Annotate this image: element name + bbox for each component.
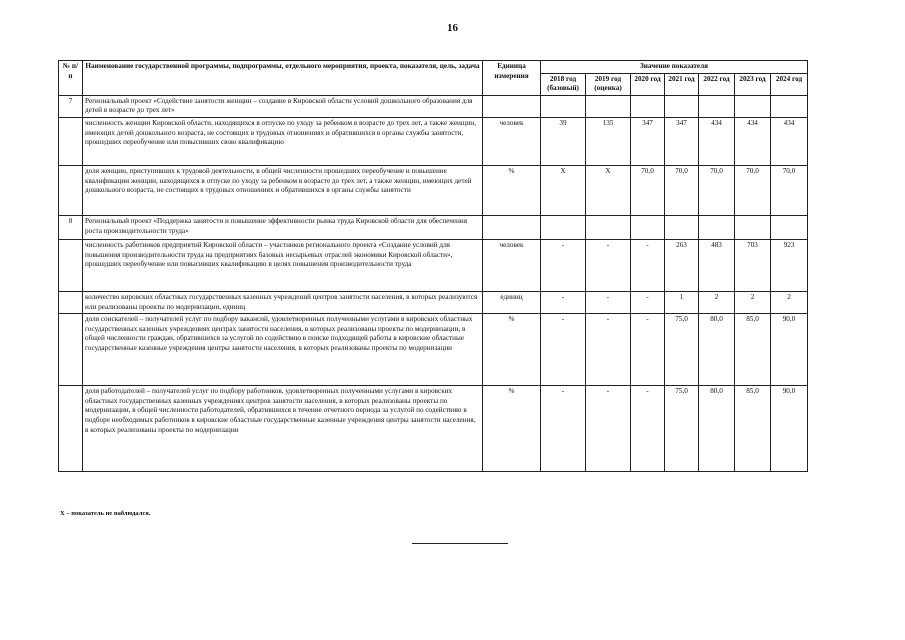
row-value: 2 — [771, 291, 808, 313]
row-value: - — [541, 291, 586, 313]
row-name: количество кировских областных государственных казенных учреждений центров занятости населения, в которых реализуются или реализованы проекты по модернизации, единиц — [83, 291, 483, 313]
row-unit — [483, 95, 541, 117]
row-value: - — [631, 386, 665, 472]
row-value — [735, 215, 771, 239]
row-value: 70,0 — [735, 165, 771, 215]
row-value: 80,0 — [699, 386, 735, 472]
row-unit: единиц — [483, 291, 541, 313]
row-value: 2 — [699, 291, 735, 313]
row-value: - — [631, 291, 665, 313]
row-unit — [483, 215, 541, 239]
row-value — [665, 95, 699, 117]
row-unit: человек — [483, 117, 541, 165]
row-value: 2 — [735, 291, 771, 313]
row-value — [771, 95, 808, 117]
row-value: 434 — [771, 117, 808, 165]
row-name: Региональный проект «Поддержка занятости и повышение эффективности рынка труда Кировской области для обеспечения роста производительности труда» — [83, 215, 483, 239]
row-value: 347 — [631, 117, 665, 165]
row-value: 85,0 — [735, 314, 771, 386]
table-row — [59, 291, 808, 313]
row-value — [771, 215, 808, 239]
row-name: доля женщин, приступивших к трудовой деятельности, в общей численности прошедших переобучение и повышение квалификации женщин, находящихся в отпуске по уходу за ребенком в возрасте до трех лет, а также женщин, имеющих детей дошкольного возраста, не состоящих в трудовых отношениях и обратившихся в органы службы занятости — [83, 165, 483, 215]
row-number — [59, 239, 83, 291]
row-value: 70,0 — [699, 165, 735, 215]
row-value: 75,0 — [665, 386, 699, 472]
row-value: 347 — [665, 117, 699, 165]
header-year: 2023 год — [735, 73, 771, 95]
row-value — [735, 95, 771, 117]
row-value — [541, 95, 586, 117]
table-row — [59, 117, 808, 165]
row-value: 39 — [541, 117, 586, 165]
table-row — [59, 239, 808, 291]
row-value: 434 — [699, 117, 735, 165]
row-number — [59, 314, 83, 386]
row-value: 75,0 — [665, 314, 699, 386]
table-row — [59, 386, 808, 472]
header-num: № п/п — [59, 61, 83, 96]
header-values: Значение показателя — [541, 61, 808, 74]
row-value — [699, 215, 735, 239]
row-unit: % — [483, 165, 541, 215]
row-value: 923 — [771, 239, 808, 291]
row-number: 8 — [59, 215, 83, 239]
row-number — [59, 386, 83, 472]
row-value: 434 — [735, 117, 771, 165]
row-value: 70,0 — [771, 165, 808, 215]
table-row — [59, 215, 808, 239]
page-number: 16 — [447, 22, 458, 34]
row-value: - — [541, 386, 586, 472]
row-value: - — [586, 239, 631, 291]
row-value: - — [631, 314, 665, 386]
header-year: 2020 год — [631, 73, 665, 95]
row-name: численность женщин Кировской области, находящихся в отпуске по уходу за ребенком в возрасте до трех лет, а также женщин, имеющих детей дошкольного возраста, не состоящих в трудовых отношениях и обратившихся в органы службы занятости, прошедших переобучение или повысивших свою квалификацию — [83, 117, 483, 165]
row-value: 70,0 — [631, 165, 665, 215]
header-year: 2024 год — [771, 73, 808, 95]
row-value: 80,0 — [699, 314, 735, 386]
header-name: Наименование государственной программы, подпрограммы, отдельного мероприятия, проекта, показателя, цель, задача — [83, 61, 483, 96]
row-value: 90,0 — [771, 314, 808, 386]
row-value — [586, 215, 631, 239]
header-year: 2021 год — [665, 73, 699, 95]
row-value: 70,0 — [665, 165, 699, 215]
row-value — [541, 215, 586, 239]
row-name: доля работодателей – получателей услуг по подбору работников, удовлетворенных полученными услугами в кировских областных государственных казенных учреждениях центров занятости населения, в которых реализованы проекты по модернизации, в общей численности работодателей, обратившихся в течение отчетного периода за услугой по содействию в подборе необходимых работников в кировские областные государственные казенные учреждения центры занятости населения, в которых реализованы проекты по модернизации — [83, 386, 483, 472]
row-value — [586, 95, 631, 117]
row-value: 90,0 — [771, 386, 808, 472]
row-unit: человек — [483, 239, 541, 291]
indicators-table — [58, 60, 808, 472]
row-value — [665, 215, 699, 239]
row-value — [699, 95, 735, 117]
row-name: доля соискателей – получателей услуг по подбору вакансий, удовлетворенных полученными услугами в кировских областных государственных казенных учреждениях центрах занятости населения, в которых реализованы проекты по модернизации, в общей численности граждан, обратившихся за услугой по содействию в поиске подходящей работы в кировские областные государственные казенные учреждения центры занятости населения, в которых реализованы проекты по модернизации — [83, 314, 483, 386]
row-value: 483 — [699, 239, 735, 291]
row-value: - — [631, 239, 665, 291]
row-value: - — [586, 314, 631, 386]
row-value: 85,0 — [735, 386, 771, 472]
header-unit: Единица измерения — [483, 61, 541, 96]
row-value: 135 — [586, 117, 631, 165]
row-value: - — [541, 314, 586, 386]
row-name: численность работников предприятий Кировской области – участников регионального проекта «Создание условий для повышения производительности труда на предприятиях базовых несырьевых отраслей экономики Кировской области», прошедших переобучение или повысивших квалификацию в целях повышения производительности труда — [83, 239, 483, 291]
table-row — [59, 165, 808, 215]
header-year: 2019 год (оценка) — [586, 73, 631, 95]
table-row — [59, 95, 808, 117]
row-value — [631, 215, 665, 239]
row-value: 703 — [735, 239, 771, 291]
row-value: - — [586, 386, 631, 472]
row-number — [59, 165, 83, 215]
row-value: Х — [586, 165, 631, 215]
header-year: 2022 год — [699, 73, 735, 95]
row-value: 1 — [665, 291, 699, 313]
divider-line — [412, 543, 508, 544]
row-value: 263 — [665, 239, 699, 291]
row-unit: % — [483, 314, 541, 386]
footnote: Х – показатель не наблюдался. — [60, 510, 151, 517]
row-value: - — [586, 291, 631, 313]
row-value — [631, 95, 665, 117]
row-unit: % — [483, 386, 541, 472]
row-number: 7 — [59, 95, 83, 117]
row-number — [59, 117, 83, 165]
table-row — [59, 314, 808, 386]
row-value: - — [541, 239, 586, 291]
header-year: 2018 год (базовый) — [541, 73, 586, 95]
row-number — [59, 291, 83, 313]
row-value: Х — [541, 165, 586, 215]
row-name: Региональный проект «Содействие занятости женщин – создание в Кировской области условий дошкольного образования для детей в возрасте до трех лет» — [83, 95, 483, 117]
